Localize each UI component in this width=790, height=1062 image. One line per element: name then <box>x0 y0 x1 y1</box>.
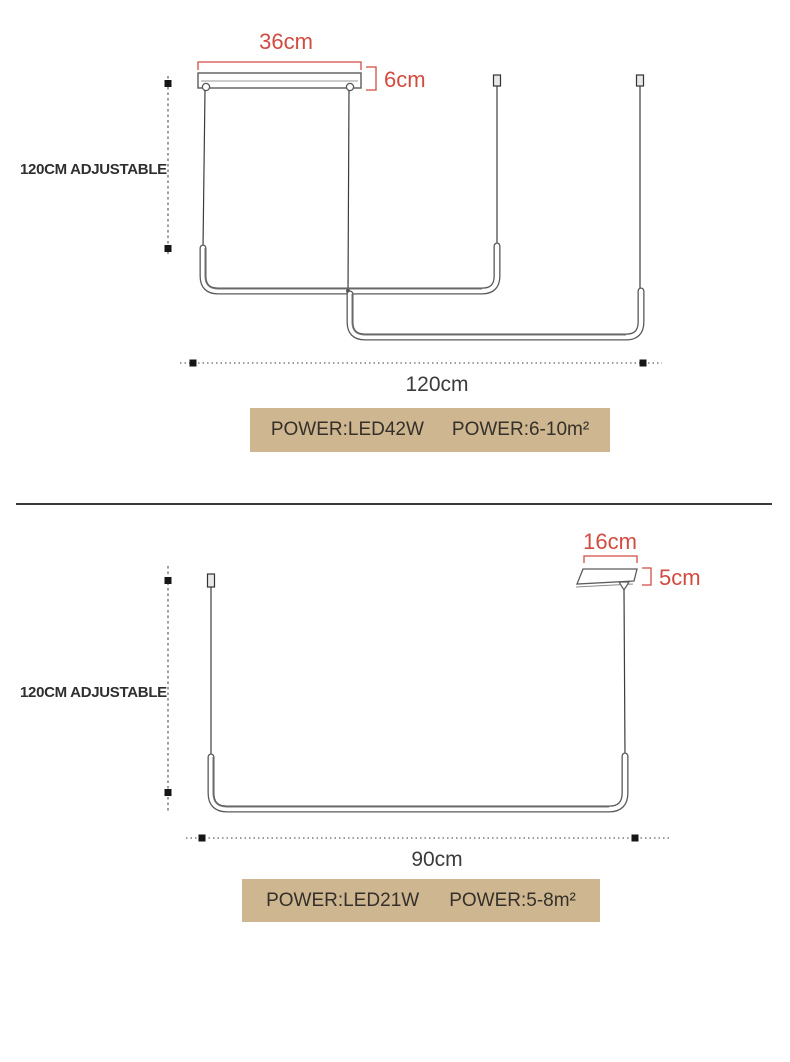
top-ceiling-mount-left <box>494 75 501 86</box>
top-power-spec-box <box>250 408 610 452</box>
top-led-tube-2 <box>350 291 641 337</box>
top-cord-1 <box>203 90 205 248</box>
top-length-label: 120cm <box>405 373 469 396</box>
bottom-width-dimension-bracket <box>584 556 637 563</box>
bottom-canopy-width-label: 16cm <box>583 529 637 554</box>
bottom-length-label: 90cm <box>411 848 463 871</box>
bottom-power-label: POWER:LED21W <box>266 889 420 911</box>
top-adjustable-upper-marker <box>165 80 172 87</box>
top-ceiling-mount-right <box>637 75 644 86</box>
top-width-dimension-bracket <box>198 62 361 70</box>
top-area-label: POWER:6-10m² <box>451 419 590 440</box>
bottom-adjustable-lower-marker <box>165 789 172 796</box>
bottom-length-left-marker <box>199 835 206 842</box>
bottom-area-label: POWER:5-8m² <box>449 889 576 911</box>
bottom-adjustable-label: 120CM ADJUSTABLE <box>20 684 167 701</box>
top-length-left-marker <box>190 360 197 367</box>
bottom-cord-right <box>624 590 625 756</box>
top-height-dimension-bracket <box>366 67 376 90</box>
bottom-ceiling-mount-left <box>208 574 215 587</box>
top-adjustable-label: 120CM ADJUSTABLE <box>20 161 167 178</box>
bottom-power-spec-box <box>242 879 600 922</box>
top-canopy-left-cord-grip <box>202 83 209 90</box>
top-power-label: POWER:LED42W <box>270 419 424 440</box>
bottom-led-tube <box>211 756 625 809</box>
bottom-length-right-marker <box>632 835 639 842</box>
top-adjustable-lower-marker <box>165 245 172 252</box>
bottom-height-dimension-bracket <box>642 568 651 585</box>
top-length-right-marker <box>640 360 647 367</box>
top-cord-2 <box>348 90 349 292</box>
bottom-canopy-cord-cone <box>619 582 629 590</box>
bottom-adjustable-upper-marker <box>165 577 172 584</box>
top-canopy-width-label: 36cm <box>259 29 313 54</box>
top-canopy-height-label: 6cm <box>384 67 426 92</box>
top-canopy-right-cord-grip <box>346 83 353 90</box>
top-led-tube-1 <box>203 246 497 291</box>
bottom-canopy-height-label: 5cm <box>659 565 701 590</box>
